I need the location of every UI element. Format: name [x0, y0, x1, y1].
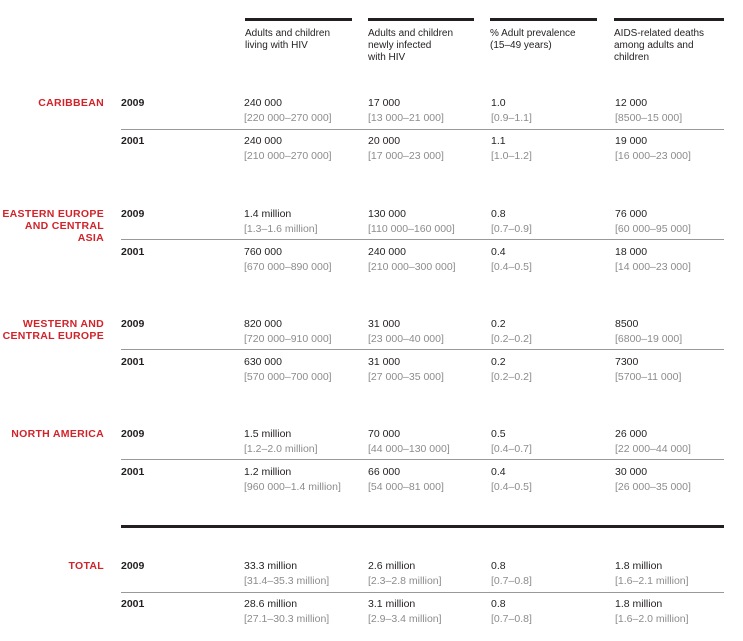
- cell-prevalence: [491, 466, 532, 494]
- year-label: 2009: [121, 208, 145, 220]
- column-header-deaths: [614, 18, 724, 66]
- cell-value: 630 000: [244, 356, 282, 368]
- cell-range: [720 000–910 000]: [244, 333, 332, 345]
- cell-value: 17 000: [368, 97, 401, 109]
- cell-value: 0.4: [491, 246, 506, 258]
- cell-range: [110 000–160 000]: [368, 223, 455, 235]
- cell-living: [244, 208, 318, 236]
- row-divider: [121, 239, 724, 240]
- cell-range: [1.3–1.6 million]: [244, 223, 318, 235]
- cell-prevalence: [491, 97, 532, 125]
- cell-prevalence: [491, 598, 532, 626]
- table-row: [121, 246, 724, 284]
- column-header-living: [245, 18, 352, 66]
- year-label: 2001: [121, 466, 145, 478]
- cell-range: [60 000–95 000]: [615, 223, 691, 235]
- cell-living: [244, 318, 332, 346]
- year-label: 2001: [121, 598, 145, 610]
- cell-value: 1.8 million: [615, 598, 663, 610]
- cell-prevalence: [491, 135, 532, 163]
- year-label: 2009: [121, 560, 145, 572]
- cell-range: [27.1–30.3 million]: [244, 613, 330, 625]
- cell-new-infections: [368, 598, 442, 626]
- cell-living: [244, 356, 332, 384]
- cell-living: [244, 97, 332, 125]
- table-row: [121, 208, 724, 246]
- region-label-caribbean: CARIBBEAN: [38, 97, 104, 109]
- cell-range: [0.7–0.8]: [491, 613, 532, 625]
- cell-living: [244, 135, 332, 163]
- column-header-label: Adults and children living with HIV: [245, 28, 331, 51]
- cell-range: [26 000–35 000]: [615, 481, 691, 493]
- table-row: [121, 356, 724, 394]
- cell-range: [960 000–1.4 million]: [244, 481, 341, 493]
- cell-new-infections: [368, 466, 444, 494]
- cell-range: [13 000–21 000]: [368, 112, 444, 124]
- cell-value: 30 000: [615, 466, 648, 478]
- cell-value: 7300: [615, 356, 639, 368]
- region-label-western-europe: WESTERN AND CENTRAL EUROPE: [2, 318, 104, 342]
- table-row: [121, 318, 724, 356]
- cell-deaths: [615, 318, 682, 346]
- total-divider: [121, 525, 724, 528]
- cell-value: 33.3 million: [244, 560, 298, 572]
- cell-value: 1.4 million: [244, 208, 292, 220]
- cell-range: [2.3–2.8 million]: [368, 575, 442, 587]
- year-label: 2009: [121, 97, 145, 109]
- cell-value: 0.4: [491, 466, 506, 478]
- cell-range: [1.6–2.1 million]: [615, 575, 689, 587]
- cell-range: [23 000–40 000]: [368, 333, 444, 345]
- cell-range: [0.7–0.9]: [491, 223, 532, 235]
- cell-range: [31.4–35.3 million]: [244, 575, 330, 587]
- cell-range: [44 000–130 000]: [368, 443, 450, 455]
- cell-living: [244, 598, 329, 626]
- year-label: 2001: [121, 356, 145, 368]
- cell-deaths: [615, 246, 691, 274]
- row-divider: [121, 592, 724, 593]
- row-divider: [121, 129, 724, 130]
- cell-deaths: [615, 598, 689, 626]
- cell-deaths: [615, 560, 689, 588]
- year-label: 2001: [121, 246, 145, 258]
- cell-value: 0.2: [491, 356, 506, 368]
- cell-range: [0.2–0.2]: [491, 333, 532, 345]
- cell-value: 8500: [615, 318, 639, 330]
- cell-value: 0.8: [491, 560, 506, 572]
- cell-new-infections: [368, 428, 450, 456]
- cell-range: [16 000–23 000]: [615, 150, 691, 162]
- cell-prevalence: [491, 428, 532, 456]
- table-row: [121, 466, 724, 504]
- cell-range: [6800–19 000]: [615, 333, 683, 345]
- cell-value: 12 000: [615, 97, 648, 109]
- cell-deaths: [615, 135, 691, 163]
- cell-value: 130 000: [368, 208, 406, 220]
- cell-range: [210 000–300 000]: [368, 261, 456, 273]
- cell-range: [1.2–2.0 million]: [244, 443, 318, 455]
- cell-range: [0.4–0.5]: [491, 261, 532, 273]
- cell-new-infections: [368, 208, 455, 236]
- column-header-prevalence: [490, 18, 597, 66]
- column-header-label: % Adult prevalence (15–49 years): [490, 28, 576, 51]
- cell-range: [0.4–0.7]: [491, 443, 532, 455]
- row-divider: [121, 459, 724, 460]
- region-label-total: TOTAL: [68, 560, 104, 572]
- cell-value: 19 000: [615, 135, 648, 147]
- cell-living: [244, 560, 329, 588]
- cell-value: 70 000: [368, 428, 401, 440]
- cell-range: [0.9–1.1]: [491, 112, 532, 124]
- cell-value: 28.6 million: [244, 598, 298, 610]
- cell-range: [0.4–0.5]: [491, 481, 532, 493]
- cell-range: [5700–11 000]: [615, 371, 682, 383]
- cell-value: 760 000: [244, 246, 282, 258]
- cell-prevalence: [491, 246, 532, 274]
- cell-value: 66 000: [368, 466, 401, 478]
- cell-value: 240 000: [244, 97, 282, 109]
- cell-value: 26 000: [615, 428, 648, 440]
- cell-new-infections: [368, 560, 442, 588]
- cell-value: 240 000: [368, 246, 406, 258]
- cell-range: [220 000–270 000]: [244, 112, 332, 124]
- cell-value: 1.0: [491, 97, 506, 109]
- cell-range: [27 000–35 000]: [368, 371, 444, 383]
- column-header-label: Adults and children newly infected with HIV: [368, 28, 454, 63]
- cell-value: 31 000: [368, 318, 401, 330]
- cell-value: 820 000: [244, 318, 282, 330]
- cell-deaths: [615, 208, 691, 236]
- cell-value: 1.2 million: [244, 466, 292, 478]
- cell-value: 20 000: [368, 135, 401, 147]
- cell-prevalence: [491, 560, 532, 588]
- year-label: 2009: [121, 318, 145, 330]
- cell-range: [54 000–81 000]: [368, 481, 444, 493]
- cell-range: [670 000–890 000]: [244, 261, 332, 273]
- column-header-label: AIDS-related deaths among adults and children: [614, 28, 705, 63]
- region-label-north-america: NORTH AMERICA: [11, 428, 104, 440]
- cell-deaths: [615, 356, 681, 384]
- cell-range: [0.7–0.8]: [491, 575, 532, 587]
- cell-range: [1.0–1.2]: [491, 150, 532, 162]
- table-row: [121, 135, 724, 173]
- cell-value: 76 000: [615, 208, 648, 220]
- year-label: 2001: [121, 135, 145, 147]
- cell-value: 240 000: [244, 135, 282, 147]
- cell-range: [14 000–23 000]: [615, 261, 691, 273]
- cell-range: [17 000–23 000]: [368, 150, 444, 162]
- cell-new-infections: [368, 356, 444, 384]
- region-label-eastern-europe: EASTERN EUROPE AND CENTRAL ASIA: [2, 208, 104, 244]
- cell-range: [0.2–0.2]: [491, 371, 532, 383]
- table-row: [121, 598, 724, 636]
- cell-range: [1.6–2.0 million]: [615, 613, 689, 625]
- cell-value: 0.5: [491, 428, 506, 440]
- cell-living: [244, 466, 341, 494]
- cell-new-infections: [368, 318, 444, 346]
- cell-prevalence: [491, 208, 532, 236]
- cell-value: 2.6 million: [368, 560, 416, 572]
- cell-deaths: [615, 428, 691, 456]
- cell-value: 3.1 million: [368, 598, 416, 610]
- cell-prevalence: [491, 318, 532, 346]
- cell-living: [244, 428, 318, 456]
- cell-living: [244, 246, 332, 274]
- cell-range: [22 000–44 000]: [615, 443, 691, 455]
- cell-value: 31 000: [368, 356, 401, 368]
- row-divider: [121, 349, 724, 350]
- cell-range: [570 000–700 000]: [244, 371, 332, 383]
- table-row: [121, 428, 724, 466]
- cell-deaths: [615, 97, 682, 125]
- cell-value: 1.8 million: [615, 560, 663, 572]
- cell-prevalence: [491, 356, 532, 384]
- cell-value: 0.8: [491, 208, 506, 220]
- cell-range: [8500–15 000]: [615, 112, 683, 124]
- cell-value: 1.5 million: [244, 428, 292, 440]
- cell-range: [210 000–270 000]: [244, 150, 332, 162]
- cell-deaths: [615, 466, 691, 494]
- column-header-new-infections: [368, 18, 474, 66]
- cell-value: 0.2: [491, 318, 506, 330]
- cell-new-infections: [368, 246, 456, 274]
- year-label: 2009: [121, 428, 145, 440]
- cell-new-infections: [368, 97, 444, 125]
- cell-value: 0.8: [491, 598, 506, 610]
- cell-range: [2.9–3.4 million]: [368, 613, 442, 625]
- cell-value: 18 000: [615, 246, 648, 258]
- cell-value: 1.1: [491, 135, 506, 147]
- cell-new-infections: [368, 135, 444, 163]
